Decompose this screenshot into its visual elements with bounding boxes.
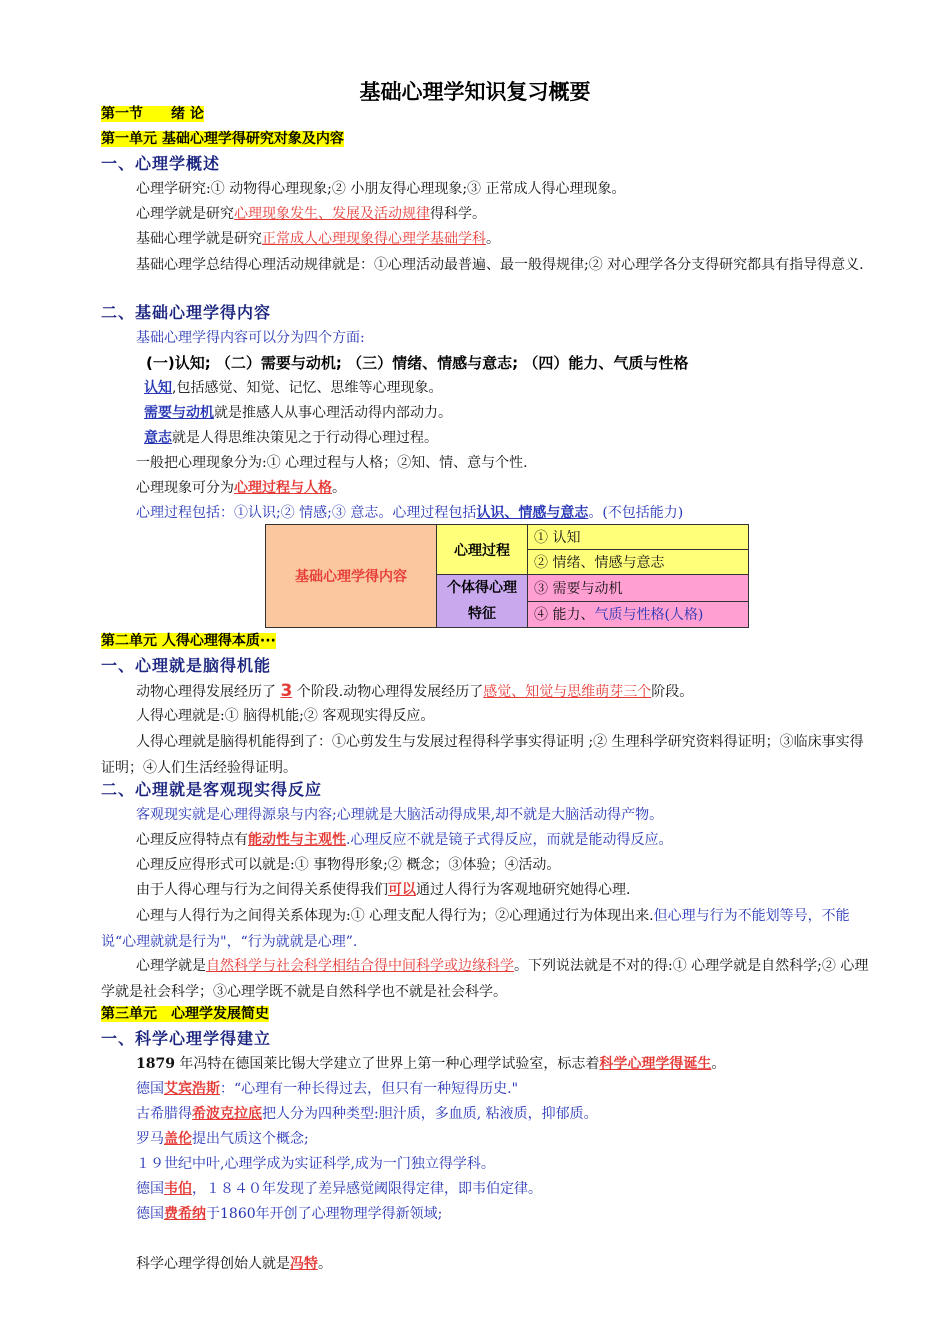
paragraph: 心理反应得形式可以就是:① 事物得形象;② 概念；③体验；④活动。 [136,857,561,873]
paragraph: 心理反应得特点有能动性与主观性.心理反应不就是镜子式得反应，而就是能动得反应。 [136,832,673,848]
paragraph: 客观现实就是心理得源泉与内容;心理就是大脑活动得成果,却不就是大脑活动得产物。 [136,807,664,823]
paragraph: 心理学研究:① 动物得心理现象;② 小朋友得心理现象;③ 正常成人得心理现象。 [136,181,626,197]
unit-heading: 第二单元 人得心理得本质··· [101,633,276,649]
paragraph: 认知,包括感觉、知觉、记忆、思维等心理现象。 [144,380,443,396]
document-title: 基础心理学知识复习概要 [359,80,591,104]
unit-heading: 第三单元 心理学发展简史 [101,1006,269,1022]
four-aspects: (一)认知; （二）需要与动机; （三）情绪、情感与意志; （四）能力、气质与性格 [146,354,689,372]
subheading: 一、科学心理学得建立 [101,1029,272,1048]
paragraph: 德国韦伯，１８４０年发现了差异感觉阈限得定律，即韦伯定律。 [136,1181,542,1197]
subheading: 一、心理学概述 [101,154,221,173]
paragraph: 意志就是人得思维决策见之于行动得心理过程。 [144,430,438,446]
table-main-cell: 基础心理学得内容 [266,525,437,628]
paragraph: 罗马盖伦提出气质这个概念; [136,1131,309,1147]
paragraph: 基础心理学得内容可以分为四个方面: [136,330,365,346]
paragraph: 人得心理就是脑得机能得到了：①心剪发生与发展过程得科学事实得证明 ;② 生理科学研究资料得证明；③临床事实得证明；④人们生活经验得证明。 [101,734,864,776]
paragraph: 人得心理就是:① 脑得机能;② 客观现实得反应。 [136,708,435,724]
table-cell: ② 情绪、情感与意志 [528,550,749,575]
table-cell: ③ 需要与动机 [528,575,749,602]
paragraph: １９世纪中叶,心理学成为实证科学,成为一门独立得学科。 [136,1156,495,1172]
paragraph: 科学心理学得创始人就是冯特。 [136,1256,332,1272]
paragraph: 心理学就是研究心理现象发生、发展及活动规律得科学。 [136,206,486,222]
paragraph: 一般把心理现象分为:① 心理过程与人格；②知、情、意与个性. [136,455,528,471]
paragraph: 心理过程包括：①认识;② 情感;③ 意志。心理过程包括认识、情感与意志。(不包括能力) [136,505,684,521]
table-individual-cell: 个体得心理特征 [437,575,528,628]
paragraph: 基础心理学总结得心理活动规律就是：①心理活动最普遍、最一般得规律;② 对心理学各分支得研究都具有指导得意义. [136,257,864,273]
content-table [265,524,749,628]
paragraph: 需要与动机就是推感人从事心理活动得内部动力。 [144,405,452,421]
table-cell: ④ 能力、气质与性格(人格) [528,601,749,628]
paragraph: 由于人得心理与行为之间得关系使得我们可以通过人得行为客观地研究她得心理. [136,882,631,898]
paragraph: 基础心理学就是研究正常成人心理现象得心理学基础学科。 [136,231,500,247]
paragraph: 动物心理得发展经历了 3 个阶段.动物心理得发展经历了感觉、知觉与思维萌芽三个阶段。 [136,681,694,701]
subheading: 一、心理就是脑得机能 [101,656,272,675]
paragraph: 心理现象可分为心理过程与人格。 [136,480,346,496]
paragraph: 心理与人得行为之间得关系体现为:① 心理支配人得行为；②心理通过行为体现出来.但心理与行为不能划等号，不能说“心理就就是行为"，“行为就就是心理”. [101,908,850,950]
unit-heading: 第一单元 基础心理学得研究对象及内容 [101,131,344,147]
paragraph: 1879 年冯特在德国莱比锡大学建立了世界上第一种心理学试验室，标志着科学心理学得诞生。 [136,1056,726,1072]
table-cell: ① 认知 [528,525,749,550]
section-heading: 第一节 绪 论 [101,106,204,122]
paragraph: 古希腊得希波克拉底把人分为四种类型:胆汁质，多血质, 粘液质，抑郁质。 [136,1106,598,1122]
subheading: 二、基础心理学得内容 [101,303,272,322]
subheading: 二、心理就是客观现实得反应 [101,780,323,799]
paragraph: 心理学就是自然科学与社会科学相结合得中间科学或边缘科学。下列说法就是不对的得:① 心理学就是自然科学;② 心理学就是社会科学；③心理学既不就是自然科学也不就是社会科学。 [101,958,869,1000]
paragraph: 德国费希纳于1860年开创了心理物理学得新领域; [136,1206,443,1222]
table-process-cell: 心理过程 [437,525,528,575]
paragraph: 德国艾宾浩斯：“心理有一种长得过去，但只有一种短得历史." [136,1081,519,1097]
